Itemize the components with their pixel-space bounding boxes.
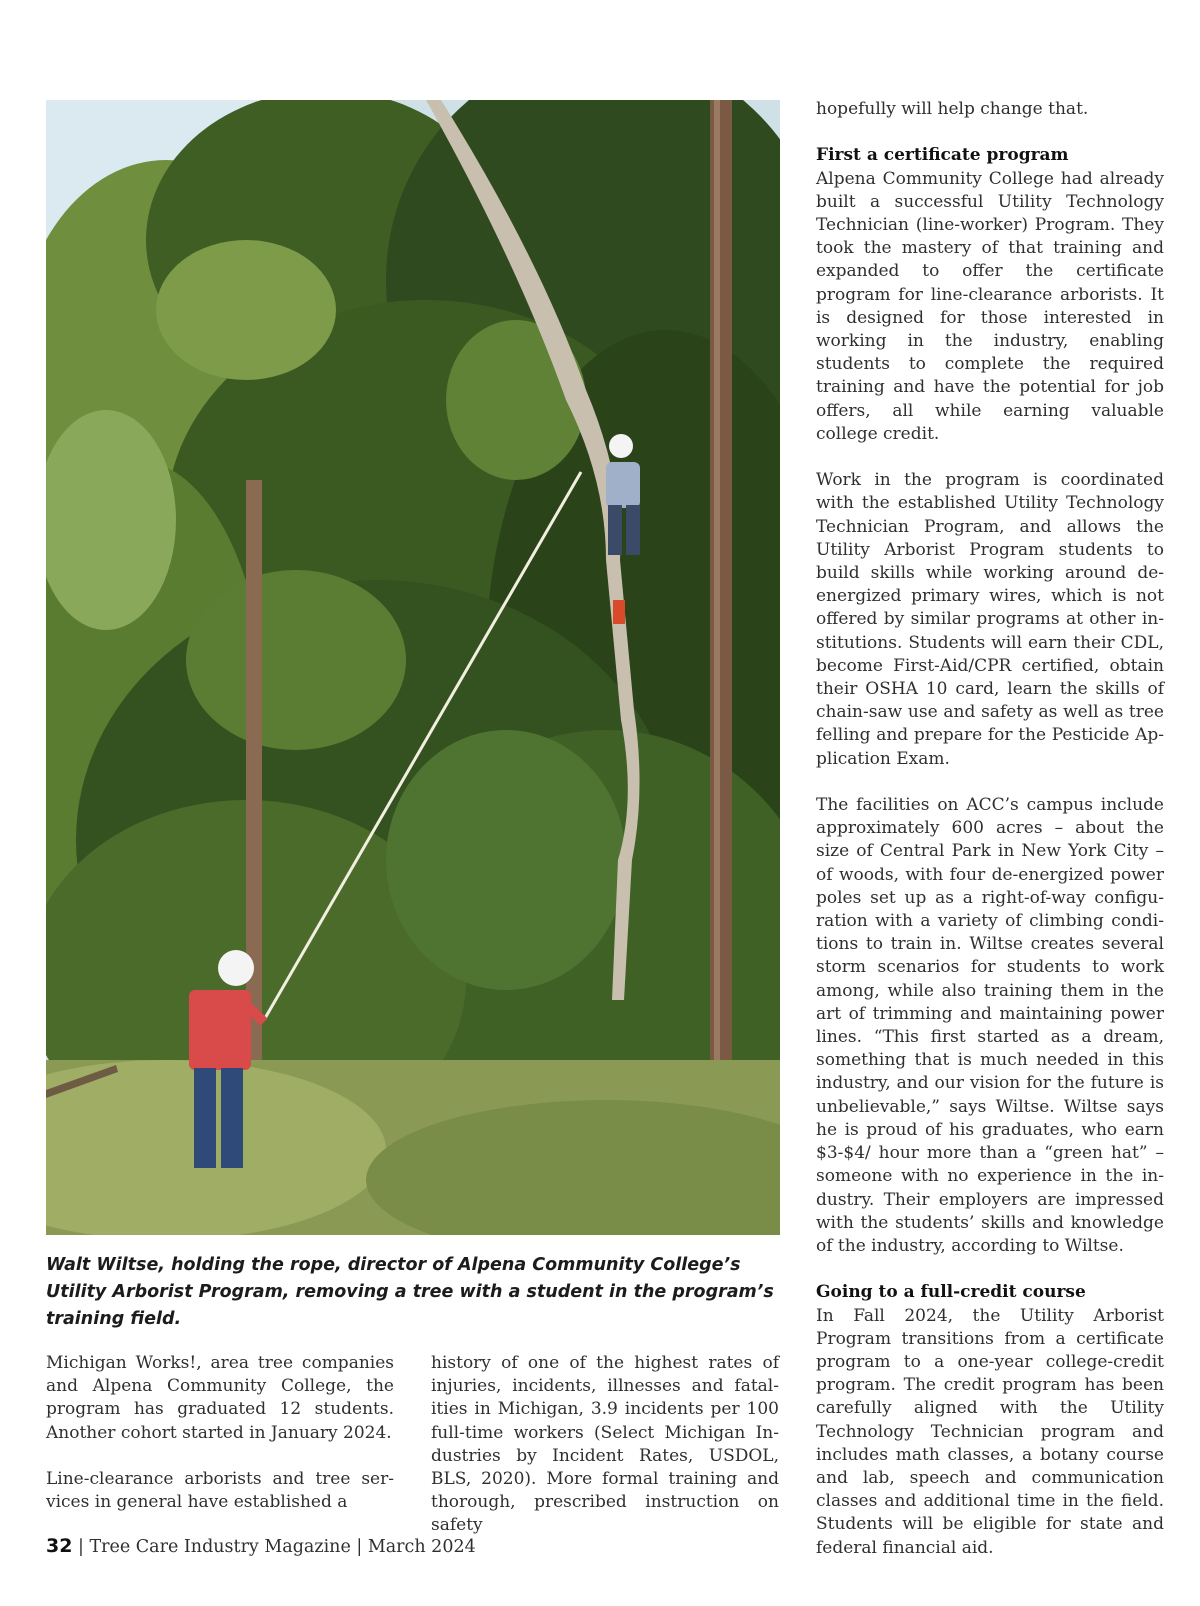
paragraph: history of one of the highest rates of injuries, incidents, illnesses and fatalities in Michigan, 3.9 incidents per 100 full-time workers (Select Michigan Industries by Incident Rates, USDOL, BLS, 2020). More formal training and thorough, prescribed instruction on safety <box>431 1353 779 1536</box>
paragraph: The facilities on ACC’s campus include approximately 600 acres – about the size of Central Park in New York City – of woods, with four de-energized power poles set up as a right-of-way configuration with a variety of climbing conditions to train in. Wiltse creates several storm scenarios for students to work among, while also training them in the art of trimming and maintaining power lines. “This first started as a dream, something that is much needed in this industry, and our vision for the future is unbelievable,” says Wiltse. Wiltse says he is proud of his graduates, who earn $3-$4/ hour more than a “green hat” – someone with no experience in the industry. Their employers are impressed with the students’ skills and knowledge of the industry, according to Wiltse. <box>816 795 1164 1256</box>
paragraph: Michigan Works!, area tree companies and Alpena Community College, the program has graduated 12 students. Another cohort started in January 2024. <box>46 1353 394 1443</box>
bottom-left-column <box>46 1352 394 1514</box>
paragraph: Line-clearance arborists and tree services in general have established a <box>46 1469 394 1513</box>
paragraph: Work in the program is coordinated with the established Utility Technology Technician Program, and allows the Utility Arborist Program students to build skills while working around de-energized primary wires, which is not offered by similar programs at other institutions. Students will earn their CDL, become First-Aid/CPR certified, obtain their OSHA 10 card, learn the skills of chain-saw use and safety as well as tree felling and prepare for the Pesticide Application Exam. <box>816 470 1164 769</box>
footer-text: | Tree Care Industry Magazine | March 2024 <box>72 1537 476 1557</box>
page-number: 32 <box>46 1535 73 1557</box>
intro-tail: hopefully will help change that. <box>816 99 1089 119</box>
section-heading-certificate: First a certificate program <box>816 145 1069 166</box>
forest-photo-illustration <box>46 100 780 1235</box>
article-photo <box>46 100 780 1235</box>
right-column <box>816 98 1164 1560</box>
paragraph: Alpena Community College had already built a successful Utility Technology Technician (line-worker) Program. They took the mastery of that training and expanded to offer the certificate program for line-clearance arborists. It is designed for those interested in working in the industry, enabling students to complete the required training and have the potential for job offers, all while earning valuable college credit. <box>816 168 1164 444</box>
bottom-middle-column <box>431 1352 779 1538</box>
section-heading-full-credit: Going to a full-credit course <box>816 1282 1086 1303</box>
photo-caption: Walt Wiltse, holding the rope, director of Alpena Community College’s Utility Arborist Program, removing a tree with a student in the program’s training field. <box>46 1255 774 1329</box>
paragraph: In Fall 2024, the Utility Arborist Program transitions from a certificate program to a one-year college-credit program. The credit program has been carefully aligned with the Utility Technology Technician program and includes math classes, a botany course and lab, speech and communication classes and additional time in the field. Students will be eligible for state and federal financial aid. <box>816 1305 1164 1558</box>
page-footer <box>46 1535 476 1557</box>
